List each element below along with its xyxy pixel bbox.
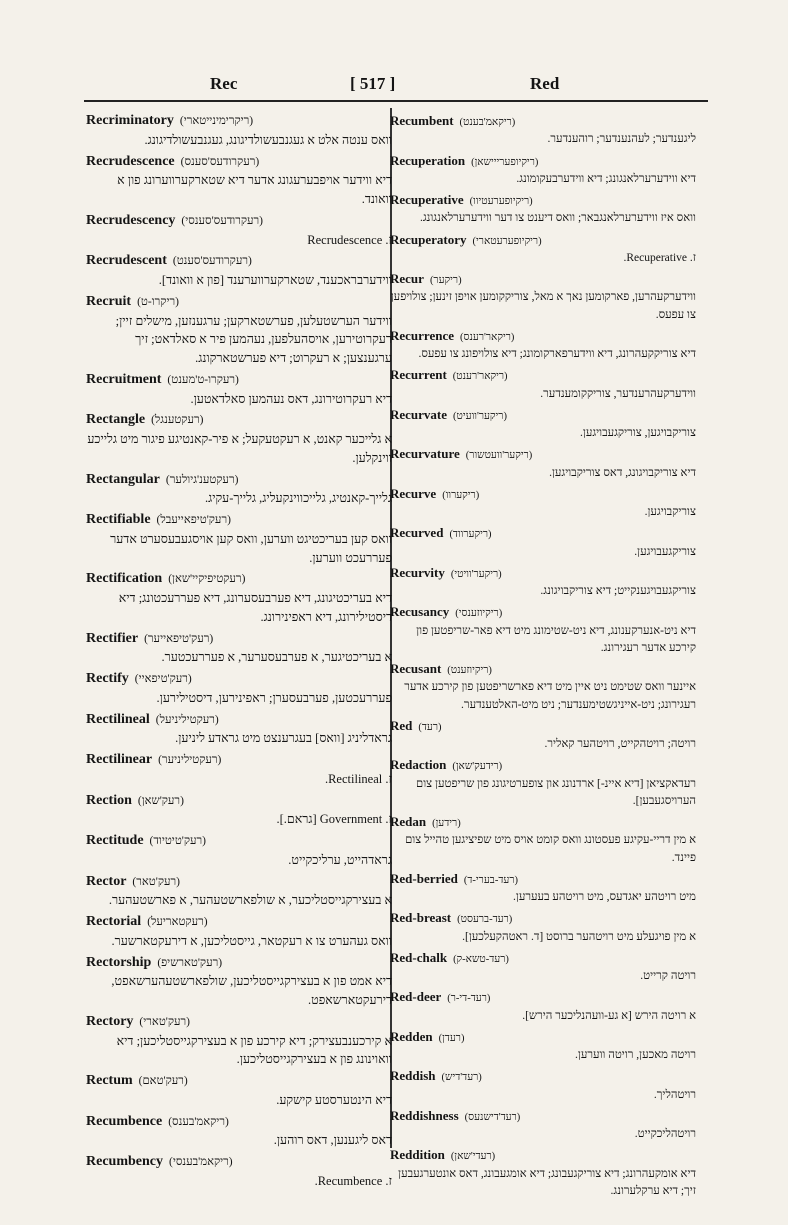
entry-pronunciation: (רעק'טיפאיי) bbox=[134, 673, 192, 685]
headword-text: Recruitment bbox=[86, 371, 162, 387]
page-header bbox=[0, 64, 788, 104]
entry-headword bbox=[86, 792, 392, 811]
entry-headword bbox=[390, 152, 696, 171]
entry-definition: ז. Rectilineal. bbox=[324, 771, 392, 786]
entry-headword bbox=[86, 570, 392, 589]
entry-headword bbox=[390, 988, 696, 1007]
headword-text: Recumbence bbox=[86, 1113, 163, 1129]
entry-headword bbox=[86, 371, 392, 390]
headword-text: Reddition bbox=[390, 1147, 445, 1163]
dictionary-entry bbox=[390, 813, 696, 867]
entry-definition: דיא הינטערסטע קישקע. bbox=[276, 1092, 392, 1107]
entry-pronunciation: (ריקיופערייישאן) bbox=[471, 156, 539, 168]
entry-pronunciation: (רעקטיליניער) bbox=[158, 754, 222, 766]
entry-headword bbox=[86, 711, 392, 730]
entry-headword bbox=[86, 913, 392, 932]
entry-definition: א מין פויגעלע מיט רויטהער ברוסט [ד. ראטהקעלכען]. bbox=[462, 930, 696, 943]
dictionary-entry bbox=[390, 445, 696, 482]
entry-headword bbox=[390, 231, 696, 250]
dictionary-entry bbox=[86, 670, 392, 708]
dictionary-entry bbox=[86, 1153, 392, 1191]
entry-pronunciation: (רעקטאריעל) bbox=[147, 916, 208, 928]
entry-pronunciation: (רעקרודעס'סענס) bbox=[180, 155, 260, 168]
entry-definition: וואס קען בעריכטיגט ווערען, וואס קען אויסגעבעסערט אדער פעררעכט ווערען. bbox=[110, 531, 392, 565]
entry-definition: רויטה קרייט. bbox=[640, 970, 696, 982]
headword-text: Rectilinear bbox=[86, 752, 153, 767]
page-number: [ 517 ] bbox=[350, 74, 396, 93]
dictionary-entry bbox=[86, 751, 392, 789]
entry-headword bbox=[390, 1146, 696, 1165]
entry-definition: גראדליניג [וואס] בעגרענצט מיט גראדע ליניען. bbox=[175, 731, 392, 746]
entry-definition: ז. Government [גראם.]. bbox=[276, 812, 392, 827]
headword-text: Rectify bbox=[86, 671, 129, 686]
headword-text: Recurrent bbox=[390, 367, 447, 383]
dictionary-entry bbox=[390, 231, 696, 268]
entry-definition: דיא צוריקקעהרונג, דיא ווידערפארקומונג; דיא צולויפונג צו עפעס. bbox=[418, 348, 696, 360]
entry-headword bbox=[86, 954, 392, 973]
headword-text: Recur bbox=[390, 271, 424, 286]
headword-text: Redaction bbox=[390, 757, 447, 773]
entry-pronunciation: (רעק'טאר) bbox=[132, 875, 180, 888]
entry-pronunciation: (רעד'דישנעס) bbox=[464, 1111, 521, 1123]
entry-pronunciation: (רעק'טאם) bbox=[138, 1075, 188, 1087]
entry-headword bbox=[86, 411, 392, 430]
entry-definition: דיא צוריקבויגונג, דאס צוריקבויגען. bbox=[549, 466, 696, 479]
entry-headword bbox=[390, 1107, 696, 1126]
headword-text: Recriminatory bbox=[86, 113, 174, 128]
entry-pronunciation: (רעקטענגל) bbox=[151, 414, 204, 427]
headword-text: Recurvate bbox=[390, 406, 448, 422]
headword-text: Red-breast bbox=[390, 910, 452, 926]
entry-headword bbox=[390, 366, 696, 385]
entry-headword bbox=[390, 485, 696, 504]
headword-text: Recuperative bbox=[390, 192, 464, 207]
entry-definition: צוריקגעבויגענקייט; דיא צוריקבויגונג. bbox=[540, 585, 696, 597]
entry-pronunciation: (רעד-די-ר) bbox=[447, 993, 491, 1005]
dictionary-entry bbox=[390, 112, 696, 149]
dictionary-entry bbox=[86, 371, 392, 409]
entry-headword bbox=[390, 1067, 696, 1086]
dictionary-entry bbox=[390, 756, 696, 810]
entry-pronunciation: (רידען) bbox=[432, 818, 461, 829]
headword-text: Recuperation bbox=[390, 152, 466, 168]
entry-headword bbox=[390, 813, 696, 832]
dictionary-entry bbox=[86, 471, 392, 509]
entry-pronunciation: (רעד'דיש) bbox=[441, 1072, 482, 1084]
entry-pronunciation: (ריקאמ'בענס) bbox=[168, 1115, 229, 1128]
entry-pronunciation: (רעקרודעס'סענסי) bbox=[181, 214, 263, 227]
dictionary-entry bbox=[86, 1113, 392, 1151]
entry-headword bbox=[86, 1013, 392, 1032]
dictionary-entry bbox=[86, 630, 392, 668]
entry-headword bbox=[86, 751, 392, 770]
dictionary-entry bbox=[390, 485, 696, 522]
entry-definition: א מין דריי-עקיגע פעסטונג וואס קומט אויס מיט שפיציגען טהייל צום פיינד. bbox=[405, 834, 696, 864]
entry-pronunciation: (רעדי'שאן) bbox=[450, 1151, 496, 1163]
dictionary-entry bbox=[390, 660, 696, 714]
entry-definition: א גלייכער קאנט, א רעקטעקעל; א פיר-קאנטיגע פיגור מיט גלייכע ווינקלען. bbox=[87, 432, 392, 465]
dictionary-entry bbox=[86, 873, 392, 911]
dictionary-entry bbox=[86, 212, 392, 250]
dictionary-entry bbox=[390, 1067, 696, 1104]
entry-headword bbox=[86, 471, 392, 490]
headword-text: Recumbent bbox=[390, 113, 454, 128]
headword-text: Recusancy bbox=[390, 604, 450, 620]
dictionary-entry bbox=[390, 1107, 696, 1144]
dictionary-entry bbox=[390, 870, 696, 907]
right-column bbox=[390, 112, 696, 1203]
entry-definition: א קירכענבעצירק; דיא קירכע פון א בעצירקגייסטליכען; דיא וואוינונג פון א בעצירקגייסטליכען. bbox=[116, 1033, 392, 1067]
entry-definition: א בעריכטיגער, א פערבעסערער, א פעררעכטער. bbox=[161, 650, 392, 665]
headword-text: Red-berried bbox=[390, 870, 458, 886]
entry-definition: וואס ענטה אלט א געגנבעשולדיגונג, געגנבעשולדיגונג. bbox=[144, 132, 392, 147]
dictionary-entry bbox=[86, 252, 392, 290]
entry-definition: רעדאקציאן [דיא איינ-] ארדנונג און צופערטיגונג פון שריפטען צום הערויסגעבען]. bbox=[416, 777, 696, 807]
headword-text: Reddishness bbox=[390, 1107, 459, 1123]
entry-pronunciation: (רעדן) bbox=[438, 1032, 465, 1044]
entry-pronunciation: (רעק'טיפאייער) bbox=[144, 632, 214, 645]
entry-headword bbox=[86, 511, 392, 530]
headword-text: Red-deer bbox=[390, 989, 442, 1005]
entry-headword bbox=[390, 524, 696, 543]
entry-definition: דיא ווידערערלאנגונג; דיא ווידערבעקומונג. bbox=[516, 172, 696, 185]
headword-text: Recumbency bbox=[86, 1154, 163, 1169]
entry-definition: איינער וואס שטימט ניט איין מיט דיא פארשריפטען פון קירכע אדער רעגירונג; ניט-אייניגשטימענדער; ניט מיט-האלטענדער. bbox=[404, 681, 696, 711]
entry-headword bbox=[86, 112, 392, 131]
entry-definition: ווידערקעהרען, פארקומען נאך א מאל, צוריקקומען אויפן זינען; צולויפען צו עפעס. bbox=[390, 291, 696, 321]
dictionary-entry bbox=[86, 1072, 392, 1110]
header-right-guide-word: Red bbox=[530, 74, 560, 93]
entry-pronunciation: (רעקרודעס'סענט) bbox=[172, 255, 252, 268]
entry-pronunciation: (ריקאר'רענט) bbox=[452, 371, 508, 383]
headword-text: Recurved bbox=[390, 525, 444, 541]
entry-definition: גראדהייט, ערליכקייט. bbox=[288, 852, 392, 867]
dictionary-entry bbox=[390, 717, 696, 754]
entry-definition: רויטה מאכען, רויטה ווערען. bbox=[575, 1049, 696, 1061]
headword-text: Recurrence bbox=[390, 327, 455, 343]
dictionary-entry bbox=[86, 293, 392, 368]
dictionary-entry bbox=[390, 327, 696, 364]
entry-headword bbox=[86, 670, 392, 689]
entry-pronunciation: (רעקרו-ט'מענט) bbox=[167, 373, 239, 386]
dictionary-entry bbox=[390, 191, 696, 228]
entry-headword bbox=[390, 870, 696, 889]
dictionary-entry bbox=[390, 524, 696, 561]
entry-definition: א רויטה הירש [א גע-וועהנליכער הירש]. bbox=[522, 1009, 696, 1022]
headword-text: Rectifiable bbox=[86, 512, 151, 527]
entry-headword bbox=[390, 270, 696, 289]
headword-text: Recrudescent bbox=[86, 253, 167, 269]
entry-headword bbox=[390, 660, 696, 679]
dictionary-entry bbox=[86, 711, 392, 749]
entry-definition: רויטהליך. bbox=[653, 1088, 696, 1101]
entry-pronunciation: (ריקער) bbox=[429, 275, 462, 286]
headword-text: Red bbox=[390, 717, 413, 733]
dictionary-entry bbox=[390, 988, 696, 1025]
entry-definition: דיא ניט-אנערקענונג, דיא ניט-שטימונג מיט דיא פאר-שריפטען פון קירכע אדער רעגירונג. bbox=[416, 624, 696, 654]
headword-text: Rectitude bbox=[86, 833, 144, 848]
entry-pronunciation: (ריקער'וועטשור) bbox=[465, 450, 533, 462]
dictionary-entry bbox=[390, 1146, 696, 1200]
headword-text: Rectification bbox=[86, 571, 163, 587]
header-rule bbox=[84, 100, 708, 102]
headword-text: Recurvature bbox=[390, 446, 460, 462]
entry-pronunciation: (רעק'טארי) bbox=[139, 1015, 190, 1028]
dictionary-entry bbox=[390, 909, 696, 946]
entry-headword bbox=[86, 252, 392, 271]
dictionary-entry bbox=[86, 511, 392, 567]
entry-pronunciation: (ריקיוזענסי) bbox=[455, 608, 503, 620]
headword-text: Rectangular bbox=[86, 471, 160, 487]
entry-pronunciation: (רעד-טשא-ק) bbox=[453, 953, 509, 965]
dictionary-entry bbox=[390, 152, 696, 189]
entry-definition: רויטה; רויטהקייט, רויטהער קאליר. bbox=[544, 738, 696, 750]
headword-text: Recusant bbox=[390, 661, 442, 676]
headword-text: Recurvity bbox=[390, 564, 445, 580]
entry-pronunciation: (ריקיופערעטארי) bbox=[472, 235, 542, 247]
headword-text: Redan bbox=[390, 814, 427, 829]
entry-headword bbox=[390, 756, 696, 775]
entry-pronunciation: (רעקטיפיקיי'שאן) bbox=[168, 573, 246, 586]
entry-headword bbox=[390, 112, 696, 131]
entry-pronunciation: (ריקיופערעטיוו) bbox=[469, 196, 533, 207]
entry-definition: דיא רעקרוטירונג, דאס נעהמען סאלדאטען. bbox=[190, 391, 392, 406]
entry-pronunciation: (רעק'טארשיפ) bbox=[157, 956, 223, 969]
entry-headword bbox=[86, 1113, 392, 1132]
dictionary-entry bbox=[390, 564, 696, 601]
entry-definition: צוריקבויגען, צוריקגעבויגען. bbox=[580, 427, 696, 439]
entry-headword bbox=[390, 909, 696, 928]
entry-definition: דיא אומקעהרונג; דיא צוריקגעבונג; דיא אומגעבונג, דאס אונטערגעבען זיך; דיא ערקלערונג. bbox=[398, 1167, 696, 1197]
dictionary-entry bbox=[86, 153, 392, 209]
entry-pronunciation: (ריקערווד) bbox=[449, 529, 492, 541]
entry-headword bbox=[390, 949, 696, 968]
entry-definition: ליגענדער; לעהנענדער; רוהענדער. bbox=[547, 133, 696, 146]
entry-pronunciation: (רעק'שאן) bbox=[137, 794, 184, 807]
entry-headword bbox=[390, 564, 696, 583]
entry-headword bbox=[86, 873, 392, 892]
dictionary-entry bbox=[86, 792, 392, 830]
headword-text: Redden bbox=[390, 1028, 433, 1044]
entry-pronunciation: (רידעק'שאן) bbox=[452, 761, 503, 773]
entry-definition: ווידערבראכענד, שטארקערווערענד [פון א וואונד]. bbox=[158, 273, 392, 287]
header-left-guide-word: Rec bbox=[210, 74, 238, 93]
headword-text: Rectifier bbox=[86, 630, 139, 646]
entry-definition: דיא בעריכטיגונג, דיא פערבעסערונג, דיא פעררעכטונג; דיא דיסטילירונג, דיא ראפינירונג. bbox=[118, 591, 392, 624]
entry-headword bbox=[390, 406, 696, 425]
entry-definition: וואס געהערט צו א רעקטאר, גייסטליכען, א דירעקטארשער. bbox=[111, 933, 392, 948]
headword-text: Reddish bbox=[390, 1068, 436, 1084]
entry-definition: א בעצירקגייסטליכער, א שולפארשטעהער, א פארשטעהער. bbox=[108, 893, 392, 908]
entry-pronunciation: (רעקטענ'גיולער) bbox=[165, 473, 239, 486]
entry-definition: דאס ליגענען, דאס רוהען. bbox=[273, 1133, 392, 1148]
entry-headword bbox=[86, 212, 392, 231]
entry-definition: רויטהליכקייט. bbox=[634, 1128, 696, 1140]
headword-text: Recrudescency bbox=[86, 212, 176, 228]
entry-definition: ז. Recuperative. bbox=[623, 251, 696, 264]
entry-definition: ז. Recumbence. bbox=[314, 1173, 392, 1188]
headword-text: Rectorship bbox=[86, 954, 152, 970]
entry-definition: פעררעכטען, פערבעסערן; ראפינירען, דיסטילירען. bbox=[156, 690, 392, 705]
entry-pronunciation: (ריקערוו) bbox=[442, 489, 480, 501]
entry-pronunciation: (רעק'טיפאייעבל) bbox=[156, 514, 231, 526]
headword-text: Recruit bbox=[86, 293, 132, 309]
dictionary-entry bbox=[390, 406, 696, 443]
entry-pronunciation: (רעד) bbox=[418, 721, 442, 733]
entry-pronunciation: (ריקאר'רענס) bbox=[460, 331, 515, 343]
dictionary-entry bbox=[86, 954, 392, 1010]
left-column bbox=[86, 112, 392, 1194]
entry-headword bbox=[390, 1028, 696, 1047]
headword-text: Red-chalk bbox=[390, 949, 448, 965]
dictionary-entry bbox=[390, 270, 696, 324]
dictionary-entry bbox=[390, 603, 696, 657]
entry-pronunciation: (רעד-ברעסט) bbox=[457, 914, 513, 926]
entry-headword bbox=[86, 630, 392, 649]
entry-definition: דיא ווידער אויפבערעגונג אדער דיא שטארקערווערונג פון א וואונד. bbox=[117, 173, 392, 206]
entry-pronunciation: (רעקטיליניעל) bbox=[155, 713, 219, 726]
dictionary-entry bbox=[86, 1013, 392, 1069]
headword-text: Rectorial bbox=[86, 914, 142, 929]
entry-headword bbox=[390, 445, 696, 464]
entry-pronunciation: (ריקאמ'בענט) bbox=[459, 117, 516, 128]
entry-headword bbox=[86, 1153, 392, 1172]
entry-headword bbox=[390, 191, 696, 210]
entry-definition: צוריקגעבויגען. bbox=[634, 545, 696, 558]
dictionary-entry bbox=[390, 949, 696, 986]
entry-pronunciation: (ריקרו-ט) bbox=[137, 295, 179, 308]
entry-pronunciation: (ריקרימינייטארי) bbox=[179, 115, 254, 127]
entry-headword bbox=[86, 153, 392, 172]
dictionary-entry bbox=[390, 366, 696, 403]
dictionary-entry bbox=[86, 112, 392, 150]
dictionary-entry bbox=[86, 570, 392, 626]
dictionary-entry bbox=[390, 1028, 696, 1065]
entry-definition: ווידער הערשטעלען, פערשטארקען; ערגענזען, מישלים זיין; רעקרוטירען, אויסהעלפען, נעהמען פיר א סאלדאט; זיך ערגענצען; א רעקרוט; דיא פערשטארקונג. bbox=[115, 313, 392, 365]
entry-headword bbox=[390, 717, 696, 736]
headword-text: Rectum bbox=[86, 1073, 133, 1088]
dictionary-entry bbox=[86, 913, 392, 951]
headword-text: Rectory bbox=[86, 1013, 134, 1029]
entry-headword bbox=[86, 832, 392, 851]
headword-text: Recurve bbox=[390, 485, 437, 501]
entry-pronunciation: (ריקער'וועיט) bbox=[453, 410, 507, 422]
dictionary-entry bbox=[86, 411, 392, 467]
entry-definition: מיט רויטהע יאגדעס, מיט רויטהע בעערען. bbox=[513, 891, 696, 903]
headword-text: Rectilineal bbox=[86, 711, 150, 727]
entry-definition: דיא אמט פון א בעצירקגייסטליכען, שולפארשטעהערשאפט, דירעקטארשאפט. bbox=[111, 974, 392, 1007]
dictionary-entry bbox=[86, 832, 392, 870]
entry-definition: וואס איז ווידערערלאנגבאר; וואס דיענט צו דער ווידערערלאנגונג. bbox=[419, 212, 696, 225]
entry-headword bbox=[390, 603, 696, 622]
entry-definition: צוריקבויגען. bbox=[644, 506, 696, 518]
entry-pronunciation: (ריקער'וויטי) bbox=[450, 568, 502, 580]
entry-pronunciation: (ריקאמ'בענסי) bbox=[169, 1156, 233, 1168]
entry-pronunciation: (רעד-בערי-ד) bbox=[463, 874, 518, 886]
entry-definition: ווידערקעהרענדער, צוריקקומענדער. bbox=[540, 387, 696, 400]
headword-text: Rector bbox=[86, 873, 127, 889]
headword-text: Recuperatory bbox=[390, 231, 467, 247]
entry-headword bbox=[390, 327, 696, 346]
entry-headword bbox=[86, 1072, 392, 1091]
headword-text: Rection bbox=[86, 792, 132, 808]
entry-pronunciation: (ריקיוזענט) bbox=[447, 665, 492, 676]
headword-text: Rectangle bbox=[86, 412, 146, 428]
headword-text: Recrudescence bbox=[86, 153, 175, 169]
entry-definition: ז. Recrudescence bbox=[307, 232, 392, 247]
entry-pronunciation: (רעק'טיטיוד) bbox=[149, 835, 206, 847]
entry-headword bbox=[86, 293, 392, 312]
entry-definition: גלייך-קאנטיג, גלייכווינקעליג, גלייך-עקיג. bbox=[204, 491, 392, 506]
